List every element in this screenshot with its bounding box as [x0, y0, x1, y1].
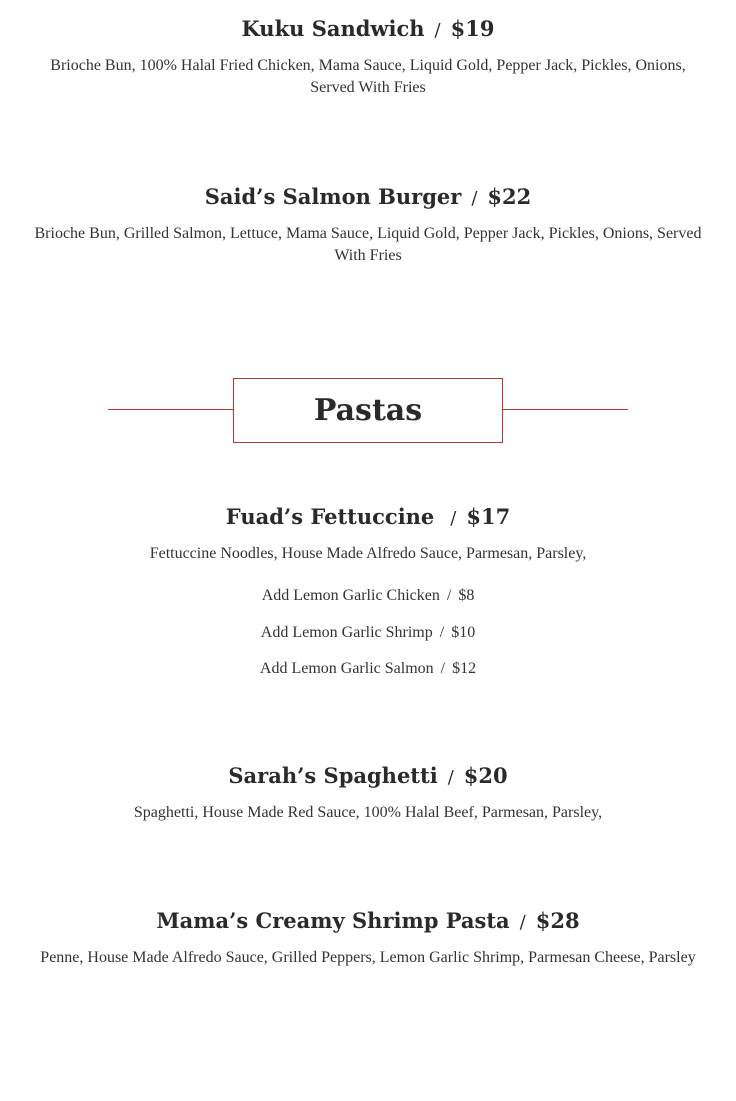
addon-label: Add Lemon Garlic Salmon [259, 660, 434, 677]
divider-left [108, 409, 233, 410]
menu-item-creamy-shrimp-pasta [0, 907, 736, 969]
menu-item-price: $28 [535, 908, 580, 933]
menu-item-title [0, 907, 736, 937]
menu-item-title [0, 15, 736, 45]
menu-item-price: $19 [450, 16, 495, 41]
menu-item-name: Fuad’s Fettuccine [225, 504, 435, 529]
menu-item-price: $22 [487, 184, 532, 209]
price-separator: / [439, 624, 445, 641]
price-separator: / [450, 508, 457, 529]
menu-item-name: Sarah’s Spaghetti [228, 763, 438, 788]
price-separator: / [446, 587, 452, 604]
menu-item-fettuccine [0, 503, 736, 565]
menu-item-spaghetti [0, 762, 736, 824]
menu-item-description: Brioche Bun, 100% Halal Fried Chicken, Mama Sauce, Liquid Gold, Pepper Jack, Pickles, Onions, Served With Fries [50, 57, 686, 96]
divider-right [503, 409, 628, 410]
menu-item-description: Brioche Bun, Grilled Salmon, Lettuce, Mama Sauce, Liquid Gold, Pepper Jack, Pickles, Onions, Served With Fries [34, 225, 702, 264]
menu-item-title [0, 183, 736, 213]
menu-item-description: Fettuccine Noodles, House Made Alfredo Sauce, Parmesan, Parsley, [149, 545, 587, 562]
menu-item-kuku-sandwich [0, 15, 736, 99]
price-separator: / [440, 660, 446, 677]
price-separator: / [434, 20, 441, 41]
menu-item-salmon-burger [0, 183, 736, 267]
section-title: Pastas [313, 393, 423, 428]
addon-line [0, 585, 736, 607]
addon-line [0, 622, 736, 644]
menu-item-name: Kuku Sandwich [241, 16, 425, 41]
addon-label: Add Lemon Garlic Shrimp [260, 624, 433, 641]
menu-item-title [0, 503, 736, 533]
menu-item-price: $17 [466, 504, 511, 529]
menu-item-name: Said’s Salmon Burger [204, 184, 462, 209]
menu-item-price: $20 [463, 763, 508, 788]
addon-price: $8 [458, 587, 475, 604]
menu-item-description: Penne, House Made Alfredo Sauce, Grilled Peppers, Lemon Garlic Shrimp, Parmesan Cheese, Parsley [40, 949, 696, 966]
price-separator: / [519, 912, 526, 933]
section-title-box [233, 378, 503, 443]
menu-item-name: Mama’s Creamy Shrimp Pasta [156, 908, 510, 933]
price-separator: / [471, 188, 478, 209]
section-header-pastas [108, 378, 628, 443]
menu-item-description: Spaghetti, House Made Red Sauce, 100% Halal Beef, Parmesan, Parsley, [133, 804, 603, 821]
addon-label: Add Lemon Garlic Chicken [261, 587, 440, 604]
addon-price: $12 [452, 660, 477, 677]
addon-line [0, 658, 736, 680]
price-separator: / [447, 767, 454, 788]
menu-item-title [0, 762, 736, 792]
addon-price: $10 [451, 624, 476, 641]
